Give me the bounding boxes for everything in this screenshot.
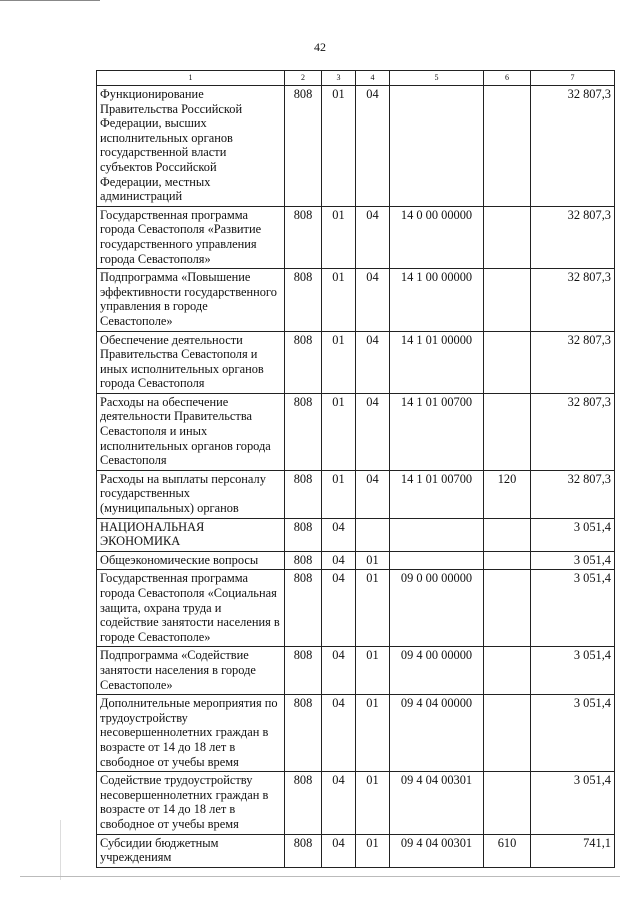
target-article-code: 09 4 04 00301 (390, 772, 484, 834)
admin-code: 808 (285, 834, 322, 867)
section-code: 04 (322, 772, 356, 834)
admin-code: 808 (285, 518, 322, 551)
section-code: 01 (322, 206, 356, 268)
subsection-code: 04 (356, 86, 390, 207)
bottom-rule (20, 876, 620, 877)
target-article-code (390, 518, 484, 551)
admin-code: 808 (285, 269, 322, 331)
amount: 3 051,4 (531, 551, 615, 570)
amount: 32 807,3 (531, 470, 615, 518)
table-body (97, 86, 615, 868)
admin-code: 808 (285, 647, 322, 695)
subsection-code: 01 (356, 647, 390, 695)
row-name: Дополнительные мероприятия по трудоустройству несовершеннолетних граждан в возрасте от 14 до 18 лет в свободное от учебы время (97, 695, 285, 772)
subsection-code: 01 (356, 834, 390, 867)
section-code: 04 (322, 551, 356, 570)
admin-code: 808 (285, 86, 322, 207)
expense-type-code (484, 206, 531, 268)
amount: 741,1 (531, 834, 615, 867)
row-name: Общеэкономические вопросы (97, 551, 285, 570)
row-name: Содействие трудоустройству несовершеннолетних граждан в возрасте от 14 до 18 лет в свободное от учебы время (97, 772, 285, 834)
expense-type-code (484, 551, 531, 570)
table-row (97, 470, 615, 518)
page-number: 42 (314, 40, 326, 54)
subsection-code: 01 (356, 551, 390, 570)
table-row (97, 86, 615, 207)
amount: 32 807,3 (531, 206, 615, 268)
subsection-code: 04 (356, 393, 390, 470)
table-row (97, 647, 615, 695)
table-row (97, 269, 615, 331)
section-code: 01 (322, 86, 356, 207)
target-article-code: 09 4 00 00000 (390, 647, 484, 695)
admin-code: 808 (285, 551, 322, 570)
header-cell: 7 (531, 71, 615, 86)
admin-code: 808 (285, 331, 322, 393)
expense-type-code (484, 518, 531, 551)
subsection-code: 04 (356, 269, 390, 331)
expense-type-code (484, 86, 531, 207)
admin-code: 808 (285, 695, 322, 772)
amount: 32 807,3 (531, 86, 615, 207)
table-row (97, 206, 615, 268)
row-name: Субсидии бюджетным учреждениям (97, 834, 285, 867)
amount: 3 051,4 (531, 570, 615, 647)
section-code: 01 (322, 331, 356, 393)
scan-edge-mark (60, 820, 61, 880)
target-article-code (390, 86, 484, 207)
expense-type-code (484, 331, 531, 393)
amount: 3 051,4 (531, 518, 615, 551)
subsection-code: 04 (356, 331, 390, 393)
table-row (97, 551, 615, 570)
target-article-code: 14 1 00 00000 (390, 269, 484, 331)
expense-type-code: 120 (484, 470, 531, 518)
section-code: 04 (322, 518, 356, 551)
expense-type-code: 610 (484, 834, 531, 867)
table-row (97, 834, 615, 867)
top-rule (0, 0, 100, 1)
subsection-code: 01 (356, 695, 390, 772)
section-code: 04 (322, 570, 356, 647)
table-row (97, 570, 615, 647)
section-code: 04 (322, 834, 356, 867)
header-cell: 1 (97, 71, 285, 86)
admin-code: 808 (285, 772, 322, 834)
amount: 32 807,3 (531, 269, 615, 331)
amount: 3 051,4 (531, 772, 615, 834)
section-code: 01 (322, 269, 356, 331)
admin-code: 808 (285, 570, 322, 647)
row-name: Расходы на обеспечение деятельности Правительства Севастополя и иных исполнительных органов города Севастополя (97, 393, 285, 470)
row-name: Функционирование Правительства Российской Федерации, высших исполнительных органов государственной власти субъектов Российской Федерации, местных администраций (97, 86, 285, 207)
header-cell: 3 (322, 71, 356, 86)
amount: 32 807,3 (531, 331, 615, 393)
subsection-code (356, 518, 390, 551)
target-article-code: 14 1 01 00700 (390, 393, 484, 470)
row-name: Государственная программа города Севастополя «Социальная защита, охрана труда и содействие занятости населения в городе Севастополе» (97, 570, 285, 647)
target-article-code: 14 1 01 00000 (390, 331, 484, 393)
table-row (97, 393, 615, 470)
section-code: 04 (322, 647, 356, 695)
subsection-code: 04 (356, 206, 390, 268)
row-name: Расходы на выплаты персоналу государственных (муниципальных) органов (97, 470, 285, 518)
expense-type-code (484, 393, 531, 470)
expense-type-code (484, 772, 531, 834)
amount: 3 051,4 (531, 647, 615, 695)
row-name: Подпрограмма «Повышение эффективности государственного управления в городе Севастополе» (97, 269, 285, 331)
expense-type-code (484, 647, 531, 695)
table-header-row (97, 71, 615, 86)
section-code: 01 (322, 470, 356, 518)
section-code: 01 (322, 393, 356, 470)
header-cell: 2 (285, 71, 322, 86)
expense-type-code (484, 269, 531, 331)
admin-code: 808 (285, 206, 322, 268)
admin-code: 808 (285, 470, 322, 518)
table-row (97, 518, 615, 551)
target-article-code: 14 0 00 00000 (390, 206, 484, 268)
table-row (97, 695, 615, 772)
target-article-code: 14 1 01 00700 (390, 470, 484, 518)
header-cell: 4 (356, 71, 390, 86)
section-code: 04 (322, 695, 356, 772)
subsection-code: 04 (356, 470, 390, 518)
row-name: Обеспечение деятельности Правительства Севастополя и иных исполнительных органов города Севастополя (97, 331, 285, 393)
amount: 3 051,4 (531, 695, 615, 772)
row-name: НАЦИОНАЛЬНАЯ ЭКОНОМИКА (97, 518, 285, 551)
header-cell: 5 (390, 71, 484, 86)
table-row (97, 772, 615, 834)
subsection-code: 01 (356, 570, 390, 647)
amount: 32 807,3 (531, 393, 615, 470)
subsection-code: 01 (356, 772, 390, 834)
target-article-code: 09 4 04 00301 (390, 834, 484, 867)
expense-type-code (484, 695, 531, 772)
target-article-code (390, 551, 484, 570)
row-name: Государственная программа города Севастополя «Развитие государственного управления города Севастополя» (97, 206, 285, 268)
admin-code: 808 (285, 393, 322, 470)
target-article-code: 09 0 00 00000 (390, 570, 484, 647)
header-cell: 6 (484, 71, 531, 86)
table-row (97, 331, 615, 393)
budget-table (96, 70, 615, 868)
expense-type-code (484, 570, 531, 647)
row-name: Подпрограмма «Содействие занятости населения в городе Севастополе» (97, 647, 285, 695)
target-article-code: 09 4 04 00000 (390, 695, 484, 772)
